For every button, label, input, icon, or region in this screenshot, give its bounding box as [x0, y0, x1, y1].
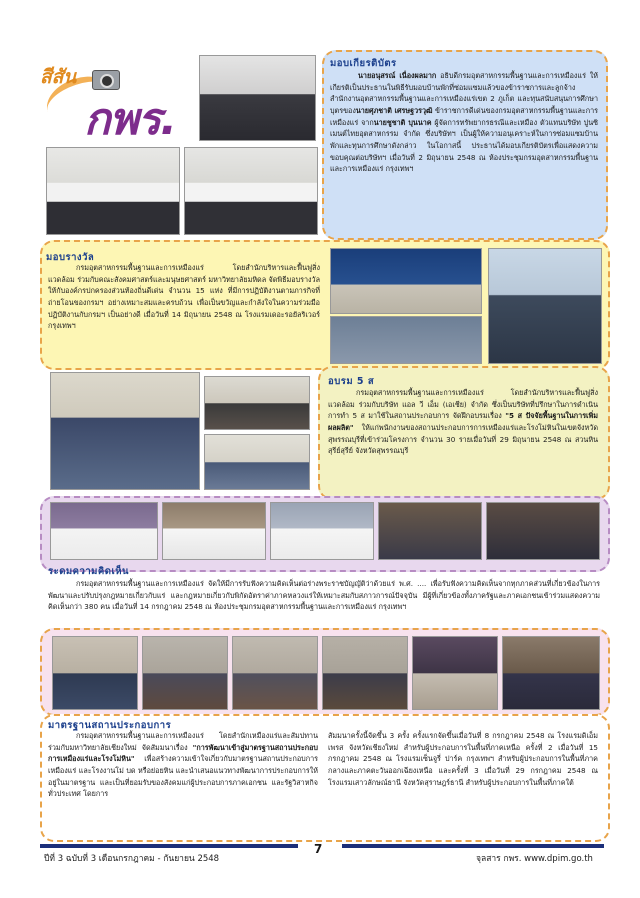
- brainstorm-photo-3: [270, 502, 374, 560]
- magazine-logo: [40, 60, 210, 145]
- standard-photo-3: [232, 636, 318, 710]
- person-name-1: นายอนุสรณ์ เนื่องผลมาก: [358, 71, 437, 80]
- person-name-3: นายชูชาติ บุนนาค: [373, 117, 432, 127]
- training-body: กรมอุตสาหกรรมพื้นฐานและการเหมืองแร่ โดยสำนักบริหารและฟื้นฟูสิ่งแวดล้อม ร่วมกับบริษัท แอล วี เอ็ม (เอเชีย) จำกัด ซึ่งเป็นบริษัทที่ปรึกษาในการดำเนินการทำ 5 ส มาใช้ในสถานประกอบการ จัดฝึกอบรมเรื่อง "5 ส ปัจจัยพื้นฐานในการเพิ่มผลผลิต" ให้แก่พนักงานของสถานประกอบการการเหมืองแร่และโรงโม่หินในเขตจังหวัดสุพรรณบุรีที่เข้าร่วมโครงการ จำนวน 30 รายเมื่อวันที่ 29 มิถุนายน 2548 ณ สวนหินสุรีย์สุรีย์ จังหวัดสุพรรณบุรี: [328, 388, 598, 456]
- footer-issue-info: ปีที่ 3 ฉบับที่ 3 เดือนกรกฎาคม - กันยายน 2548: [44, 854, 220, 864]
- logo-big-text: กพร.: [84, 94, 176, 145]
- footer-website: จุลสาร กพร. www.dpim.go.th: [476, 854, 593, 864]
- page-number: 7: [314, 842, 323, 856]
- certificate-photo-3: [184, 147, 318, 235]
- award-photo-1: [330, 248, 482, 314]
- award-body: กรมอุตสาหกรรมพื้นฐานและการเหมืองแร่ โดยสำนักบริหารและฟื้นฟูสิ่งแวดล้อม ร่วมกับคณะสังคมศาสตร์และมนุษยศาสตร์ มหาวิทยาลัยมหิดล จัดพิธีมอบรางวัลให้กับองค์กรปกครองส่วนท้องถิ่นดีเด่น จำนวน 15 แห่ง ที่มีการปฏิบัติงานตามภารกิจที่ถ่ายโอนของกรมฯ อย่างเหมาะสมและครบถ้วน เพื่อเป็นขวัญและกำลังใจในความร่วมมือปฏิบัติงานกับกรมฯ เป็นอย่างดี เมื่อวันที่ 14 มิถุนายน 2548 ณ โรงแรมเดอะรอยัลริเวอร์ กรุงเทพฯ: [48, 263, 320, 331]
- brainstorm-photo-2: [162, 502, 266, 560]
- training-topic: "5 ส ปัจจัยพื้นฐานในการเพิ่มผลผลิต": [328, 411, 598, 432]
- award-photo-3: [488, 248, 602, 364]
- training-photo-1: [50, 372, 200, 490]
- standard-photo-2: [142, 636, 228, 710]
- section-title-training: อบรม 5 ส: [328, 376, 375, 387]
- section-title-standard: มาตรฐานสถานประกอบการ: [48, 720, 172, 731]
- standard-body-right: สัมมนาครั้งนี้จัดขึ้น 3 ครั้ง ครั้งแรกจัดขึ้นเมื่อวันที่ 8 กรกฎาคม 2548 ณ โรงแรมดิเอ็มเพรส จังหวัดเชียงใหม่ สำหรับผู้ประกอบการในพื้นที่ภาคเหนือ ครั้งที่ 2 เมื่อวันที่ 15 กรกฎาคม 2548 ณ โรงแรมเซ็นจูรี่ ปาร์ค กรุงเทพฯ สำหรับผู้ประกอบการในพื้นที่ภาคกลางและภาคตะวันออกเฉียงเหนือ และครั้งที่ 3 เมื่อวันที่ 29 กรกฎาคม 2548 ณ โรงแรมเสาวลักษณ์ธานี จังหวัดสุราษฎร์ธานี สำหรับผู้ประกอบการในพื้นที่ภาคใต้: [328, 731, 598, 787]
- standard-photo-1: [52, 636, 138, 710]
- section-title-award: มอบรางวัล: [46, 252, 95, 263]
- standard-photo-6: [502, 636, 600, 710]
- training-photo-3: [204, 434, 310, 490]
- seminar-topic: "การพัฒนาเข้าสู่มาตรฐานสถานประกอบการเหมืองแร่และโรงโม่หิน": [48, 742, 318, 764]
- brainstorm-photo-4: [378, 502, 482, 560]
- person-name-2: นายศุภชาติ เศรษฐวรวุฒิ: [355, 105, 433, 115]
- footer-rule-right: [342, 844, 604, 848]
- certificate-photo-2: [46, 147, 180, 235]
- brainstorm-body: กรมอุตสาหกรรมพื้นฐานและการเหมืองแร่ จัดให้มีการรับฟังความคิดเห็นต่อร่างพระราชบัญญัติว่าด้วยแร่ พ.ศ. .... เพื่อรับฟังความคิดเห็นจากทุกภาคส่วนที่เกี่ยวข้องในการพัฒนาและปรับปรุงกฎหมายเกี่ยวกับแร่ และกฎหมายเกี่ยวกับพิกัดอัตราค่าภาคหลวงแร่ให้เหมาะสมกับสภาวการณ์ปัจจุบัน มีผู้ที่เกี่ยวข้องทั้งภาครัฐและภาคเอกชนเข้าร่วมแสดงความคิดเห็นกว่า 380 คน เมื่อวันที่ 14 กรกฎาคม 2548 ณ ห้องประชุมกรมอุตสาหกรรมพื้นฐานและการเหมืองแร่ กรุงเทพฯ: [48, 579, 600, 612]
- logo-small-text: สีสัน: [40, 66, 77, 88]
- footer-rule-left: [40, 844, 298, 848]
- certificate-body: นายอนุสรณ์ เนื่องผลมาก อธิบดีกรมอุตสาหกรรมพื้นฐานและการเหมืองแร่ ให้เกียรติเป็นประธานในพิธีรับมอบบ้านพักที่ซ่อมแซมแล้วของข้าราชการและลูกจ้างสำนักงานอุตสาหกรรมพื้นฐานและการเหมืองแร่เขต 2 ภูเก็ต และทุนสนับสนุนการศึกษาบุตรของนายศุภชาติ เศรษฐวรวุฒิ ข้าราชการดีเด่นของกรมอุตสาหกรรมพื้นฐานและการเหมืองแร่ จากนายชูชาติ บุนนาค ผู้จัดการทรัพยากรธรณีและเหมือง ตัวแทนบริษัท ปูนซิเมนต์ไทยอุตสาหกรรม จำกัด ซึ่งบริษัทฯ เป็นผู้ให้ความอนุเคราะห์ในการซ่อมแซมบ้านพักและทุนการศึกษาดังกล่าว ในโอกาสนี้ ประธานได้มอบเกียรติบัตรเพื่อแสดงความขอบคุณต่อบริษัทฯ เมื่อวันที่ 2 มิถุนายน 2548 ณ ห้องประชุมกรมอุตสาหกรรมพื้นฐานและการเหมืองแร่ กรุงเทพฯ: [330, 71, 598, 174]
- section-title-certificate: มอบเกียรติบัตร: [330, 58, 397, 69]
- brainstorm-photo-5: [486, 502, 600, 560]
- section-title-brainstorm: ระดมความคิดเห็น: [48, 566, 129, 577]
- standard-body-left: กรมอุตสาหกรรมพื้นฐานและการเหมืองแร่ โดยสำนักเหมืองแร่และสัมปทาน ร่วมกับมหาวิทยาลัยเชียงใหม่ จัดสัมมนาเรื่อง "การพัฒนาเข้าสู่มาตรฐานสถานประกอบการเหมืองแร่และโรงโม่หิน" เพื่อสร้างความเข้าใจเกี่ยวกับมาตรฐานสถานประกอบการเหมืองแร่ และโรงงานโม่ บด หรือย่อยหิน และนำเสนอแนวทางพัฒนาการประกอบการให้อยู่ในมาตรฐาน และเป็นที่ยอมรับของสังคมแก่ผู้ประกอบการภาคเอกชน และรัฐวิสาหกิจทั่วประเทศ โดยการ: [48, 731, 318, 799]
- award-photo-2: [330, 316, 482, 364]
- certificate-photo-1: [199, 55, 316, 141]
- standard-photo-4: [322, 636, 408, 710]
- brainstorm-photo-1: [50, 502, 158, 560]
- training-photo-2: [204, 376, 310, 430]
- standard-photo-5: [412, 636, 498, 710]
